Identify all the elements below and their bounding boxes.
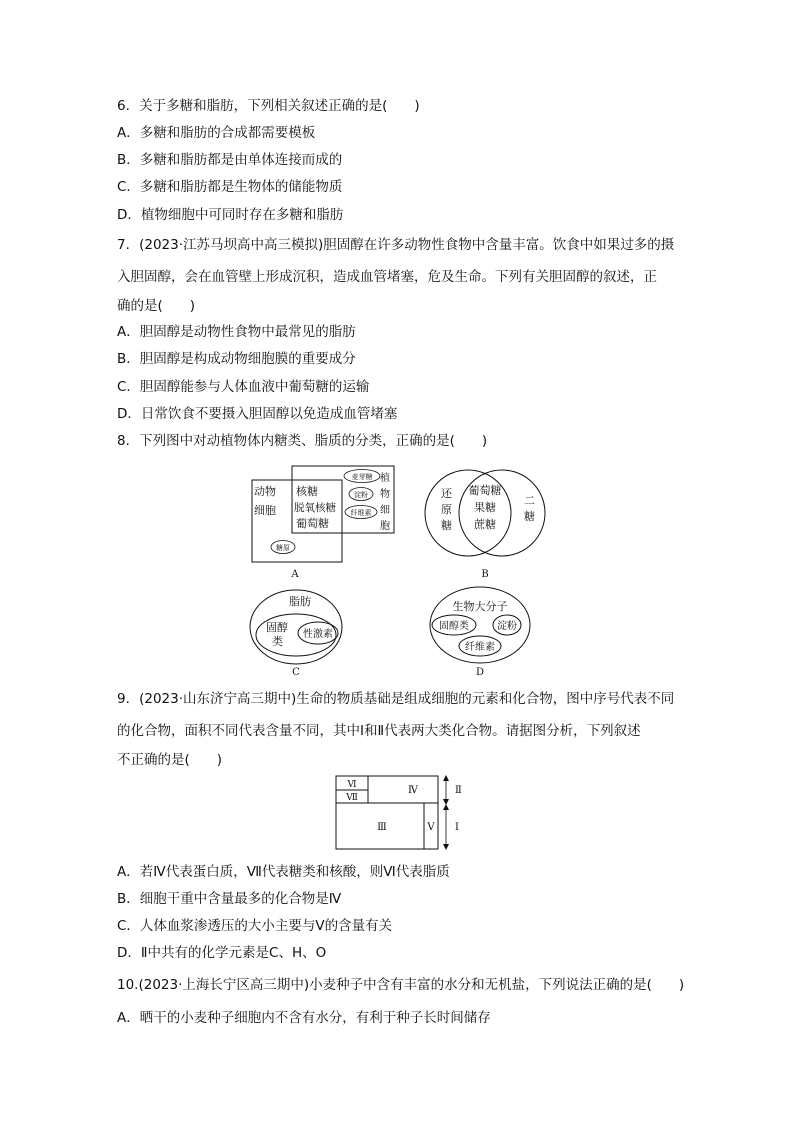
q8c-innermost: 性激素 xyxy=(303,629,333,640)
q8b-middle-2: 果糖 xyxy=(474,501,496,514)
q8b-left-1: 还 xyxy=(441,487,452,500)
q9-label-vi: Ⅵ xyxy=(347,780,357,790)
q8a-plant-4: 胞 xyxy=(380,521,390,532)
q6-stem: 6．关于多糖和脂肪，下列相关叙述正确的是( ) xyxy=(117,98,420,114)
q7-option-b: B．胆固醇是构成动物细胞膜的重要成分 xyxy=(117,351,356,367)
q8b-left-3: 糖 xyxy=(441,519,452,532)
q7-stem-line-3: 确的是( ) xyxy=(117,298,196,314)
q8c-inner-1: 固醇 xyxy=(266,621,288,634)
q8b-right-2: 糖 xyxy=(524,510,535,523)
q8a-shared-1: 核糖 xyxy=(296,485,318,498)
q9-stem-line-3: 不正确的是( ) xyxy=(117,752,223,768)
q8d-item-1: 固醇类 xyxy=(439,621,469,632)
q6-option-d: D．植物细胞中可同时存在多糖和脂肪 xyxy=(117,207,344,223)
q8-figure-a xyxy=(252,466,394,580)
q8b-left-2: 原 xyxy=(441,503,452,516)
q8c-caption: C xyxy=(292,667,300,678)
q8a-shared-2: 脱氧核糖 xyxy=(294,502,336,514)
q8a-shared-3: 葡萄糖 xyxy=(296,517,329,530)
q8a-animal-1: 动物 xyxy=(254,485,276,498)
q9-label-i: Ⅰ xyxy=(455,822,459,833)
q9-stem-line-1: 9．(2023·山东济宁高三期中)生命的物质基础是组成细胞的元素和化合物，图中序号代表不同 xyxy=(117,691,675,707)
q8a-plant-item-1: 麦芽糖 xyxy=(351,473,373,481)
q9-label-iii: Ⅲ xyxy=(377,822,387,833)
q9-option-b: B．细胞干重中含量最多的化合物是Ⅳ xyxy=(117,891,342,907)
q6-option-c: C．多糖和脂肪都是生物体的储能物质 xyxy=(117,179,343,195)
q8a-plant-1: 植 xyxy=(380,473,390,484)
q8d-caption: D xyxy=(475,667,485,678)
q6-option-a: A．多糖和脂肪的合成都需要模板 xyxy=(117,125,316,141)
q8a-plant-item-3: 纤维素 xyxy=(350,509,372,517)
q9-label-ii: Ⅱ xyxy=(455,785,462,796)
q7-stem-line-2: 入胆固醇，会在血管壁上形成沉积，造成血管堵塞，危及生命。下列有关胆固醇的叙述，正 xyxy=(117,269,657,285)
q8-figure-d xyxy=(430,587,530,678)
q7-stem-line-1: 7．(2023·江苏马坝高中高三模拟)胆固醇在许多动物性食物中含量丰富。饮食中如果过多的摄 xyxy=(117,237,675,253)
q9-label-iv: Ⅳ xyxy=(408,785,418,796)
q9-option-a: A．若Ⅳ代表蛋白质，Ⅶ代表糖类和核酸，则Ⅵ代表脂质 xyxy=(117,864,450,880)
q8-figure-c xyxy=(250,590,342,678)
q6-option-b: B．多糖和脂肪都是由单体连接而成的 xyxy=(117,152,343,168)
q8d-item-2: 淀粉 xyxy=(497,621,517,632)
q8b-middle-1: 葡萄糖 xyxy=(468,484,502,497)
q9-label-v: Ⅴ xyxy=(427,822,435,833)
q8d-item-3: 纤维素 xyxy=(465,642,495,653)
q8-stem: 8．下列图中对动植物体内糖类、脂质的分类，正确的是( ) xyxy=(117,433,488,449)
q7-option-d: D．日常饮食不要摄入胆固醇以免造成血管堵塞 xyxy=(117,406,398,422)
q7-option-c: C．胆固醇能参与人体血液中葡萄糖的运输 xyxy=(117,379,370,395)
q8-figure-b xyxy=(425,470,545,580)
q8b-caption: B xyxy=(481,569,489,580)
q8a-caption: A xyxy=(291,569,299,580)
q8a-animal-2: 细胞 xyxy=(254,504,276,517)
q8d-outer: 生物大分子 xyxy=(452,600,508,613)
q10-stem: 10.(2023·上海长宁区高三期中)小麦种子中含有丰富的水分和无机盐，下列说法正确的是( ) xyxy=(117,977,685,993)
q8-figure xyxy=(240,460,570,685)
q8a-plant-3: 细 xyxy=(380,505,390,516)
q9-stem-line-2: 的化合物，面积不同代表含量不同，其中Ⅰ和Ⅱ代表两大类化合物。请据图分析，下列叙述 xyxy=(117,723,641,739)
q8c-outer: 脂肪 xyxy=(289,595,311,608)
q9-option-c: C．人体血浆渗透压的大小主要与Ⅴ的含量有关 xyxy=(117,918,393,934)
q8b-right-1: 二 xyxy=(524,494,535,507)
q10-option-a: A．晒干的小麦种子细胞内不含有水分，有利于种子长时间储存 xyxy=(117,1010,491,1026)
q8c-inner-2: 类 xyxy=(272,635,283,648)
q8b-middle-3: 蔗糖 xyxy=(474,518,496,531)
q8a-animal-item: 糖原 xyxy=(276,544,290,552)
q8a-plant-item-2: 淀粉 xyxy=(354,491,368,499)
q8a-plant-2: 物 xyxy=(380,489,390,500)
q7-option-a: A．胆固醇是动物性食物中最常见的脂肪 xyxy=(117,324,356,340)
q9-option-d: D．Ⅱ中共有的化学元素是C、H、O xyxy=(117,945,327,961)
q9-label-vii: Ⅶ xyxy=(346,793,358,803)
q9-figure xyxy=(330,772,470,852)
